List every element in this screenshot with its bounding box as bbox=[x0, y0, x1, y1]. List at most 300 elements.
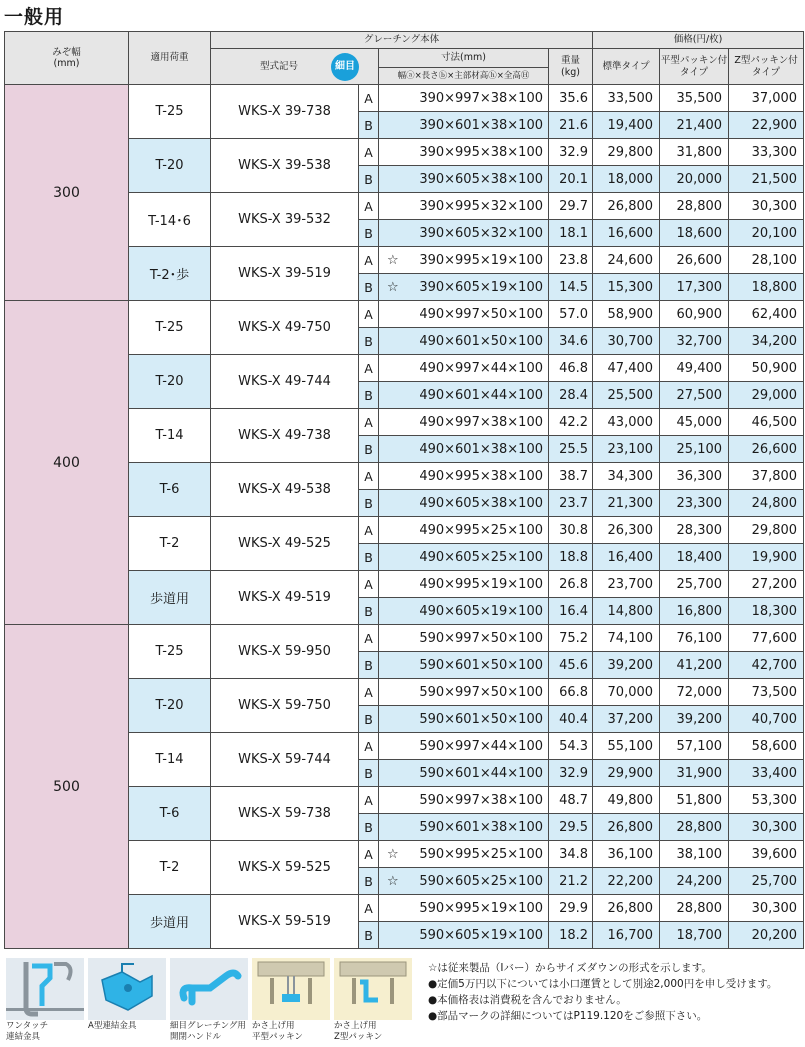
one-touch-connector-icon bbox=[6, 958, 84, 1020]
z-packing-price-cell: 22,900 bbox=[729, 112, 804, 139]
table-row bbox=[5, 85, 804, 112]
opening-handle-icon bbox=[170, 958, 248, 1020]
standard-price-cell: 26,800 bbox=[593, 814, 660, 841]
standard-price-cell: 16,600 bbox=[593, 220, 660, 247]
size-type-cell: B bbox=[359, 220, 379, 247]
z-packing-price-cell: 62,400 bbox=[729, 301, 804, 328]
size-type-cell: A bbox=[359, 517, 379, 544]
dimension-value: 590×995×19×100 bbox=[419, 900, 543, 916]
standard-price-cell: 39,200 bbox=[593, 652, 660, 679]
load-class-cell: T-20 bbox=[129, 355, 211, 409]
dimension-value: 490×995×38×100 bbox=[419, 468, 543, 484]
size-type-cell: A bbox=[359, 409, 379, 436]
header-model: 型式記号 細目 bbox=[211, 49, 379, 85]
z-packing-price-cell: 29,000 bbox=[729, 382, 804, 409]
dimension-value: 390×997×38×100 bbox=[419, 90, 543, 106]
z-packing-price-cell: 58,600 bbox=[729, 733, 804, 760]
z-packing-price-cell: 29,800 bbox=[729, 517, 804, 544]
dimension-cell bbox=[379, 301, 549, 328]
weight-cell: 26.8 bbox=[549, 571, 593, 598]
part-a-type-connector bbox=[88, 958, 166, 1032]
standard-price-cell: 23,100 bbox=[593, 436, 660, 463]
load-class-cell: T-2 bbox=[129, 517, 211, 571]
price-table-body bbox=[5, 85, 804, 949]
flat-packing-price-cell: 25,700 bbox=[660, 571, 729, 598]
size-down-star-mark: ☆ bbox=[387, 846, 399, 862]
size-type-cell: B bbox=[359, 652, 379, 679]
standard-price-cell: 25,500 bbox=[593, 382, 660, 409]
part-flat-packing bbox=[252, 958, 330, 1043]
weight-cell: 48.7 bbox=[549, 787, 593, 814]
part-opening-handle bbox=[170, 958, 248, 1043]
standard-price-cell: 14,800 bbox=[593, 598, 660, 625]
standard-price-cell: 16,400 bbox=[593, 544, 660, 571]
header-grating-body: グレーチング本体 bbox=[211, 32, 593, 49]
flat-packing-price-cell: 35,500 bbox=[660, 85, 729, 112]
dimension-cell bbox=[379, 706, 549, 733]
standard-price-cell: 19,400 bbox=[593, 112, 660, 139]
dimension-cell bbox=[379, 274, 549, 301]
z-packing-price-cell: 18,300 bbox=[729, 598, 804, 625]
model-code-cell: WKS-X 59-950 bbox=[211, 625, 359, 679]
weight-cell: 25.5 bbox=[549, 436, 593, 463]
size-down-star-mark: ☆ bbox=[387, 252, 399, 268]
size-type-cell: B bbox=[359, 112, 379, 139]
standard-price-cell: 34,300 bbox=[593, 463, 660, 490]
dimension-value: 590×601×44×100 bbox=[419, 765, 543, 781]
standard-price-cell: 43,000 bbox=[593, 409, 660, 436]
load-class-cell: T-2･歩 bbox=[129, 247, 211, 301]
header-price: 価格(円/枚) bbox=[593, 32, 804, 49]
flat-packing-price-cell: 60,900 bbox=[660, 301, 729, 328]
weight-cell: 40.4 bbox=[549, 706, 593, 733]
notes bbox=[428, 960, 777, 1024]
note-parts: ●部品マークの詳細についてはP119.120をご参照下さい。 bbox=[428, 1010, 708, 1022]
dimension-value: 590×997×50×100 bbox=[419, 684, 543, 700]
flat-packing-price-cell: 51,800 bbox=[660, 787, 729, 814]
model-code-cell: WKS-X 49-750 bbox=[211, 301, 359, 355]
dimension-cell bbox=[379, 436, 549, 463]
size-type-cell: A bbox=[359, 301, 379, 328]
note-star: ☆は従来製品（Iバー）からサイズダウンの形式を示します。 bbox=[428, 962, 712, 974]
size-type-cell: A bbox=[359, 463, 379, 490]
weight-cell: 20.1 bbox=[549, 166, 593, 193]
size-type-cell: A bbox=[359, 841, 379, 868]
standard-price-cell: 33,500 bbox=[593, 85, 660, 112]
dimension-value: 390×605×38×100 bbox=[419, 171, 543, 187]
dimension-cell bbox=[379, 220, 549, 247]
dimension-cell bbox=[379, 355, 549, 382]
weight-cell: 32.9 bbox=[549, 139, 593, 166]
dimension-cell bbox=[379, 85, 549, 112]
table-row bbox=[5, 625, 804, 652]
flat-packing-price-cell: 36,300 bbox=[660, 463, 729, 490]
flat-packing-price-cell: 21,400 bbox=[660, 112, 729, 139]
flat-packing-price-cell: 20,000 bbox=[660, 166, 729, 193]
header-width: みぞ幅 (mm) bbox=[5, 32, 129, 85]
size-type-cell: A bbox=[359, 733, 379, 760]
weight-cell: 28.4 bbox=[549, 382, 593, 409]
standard-price-cell: 58,900 bbox=[593, 301, 660, 328]
part-caption: A型連結金具 bbox=[88, 1021, 137, 1031]
flat-packing-price-cell: 17,300 bbox=[660, 274, 729, 301]
z-packing-price-cell: 28,100 bbox=[729, 247, 804, 274]
model-code-cell: WKS-X 59-744 bbox=[211, 733, 359, 787]
dimension-value: 490×605×19×100 bbox=[419, 603, 543, 619]
flat-packing-price-cell: 32,700 bbox=[660, 328, 729, 355]
z-packing-price-cell: 26,600 bbox=[729, 436, 804, 463]
part-caption: 細目グレーチング用 開閉ハンドル bbox=[170, 1021, 246, 1042]
dimension-cell bbox=[379, 787, 549, 814]
dimension-cell bbox=[379, 895, 549, 922]
a-type-connector-icon bbox=[88, 958, 166, 1020]
flat-packing-price-cell: 16,800 bbox=[660, 598, 729, 625]
dimension-value: 590×601×50×100 bbox=[419, 711, 543, 727]
standard-price-cell: 49,800 bbox=[593, 787, 660, 814]
weight-cell: 29.7 bbox=[549, 193, 593, 220]
dimension-cell bbox=[379, 841, 549, 868]
size-down-star-mark: ☆ bbox=[387, 873, 399, 889]
dimension-value: 590×997×50×100 bbox=[419, 630, 543, 646]
load-class-cell: T-20 bbox=[129, 139, 211, 193]
dimension-value: 490×601×44×100 bbox=[419, 387, 543, 403]
load-class-cell: T-25 bbox=[129, 625, 211, 679]
fine-mesh-badge: 細目 bbox=[331, 53, 359, 81]
dimension-value: 490×997×44×100 bbox=[419, 360, 543, 376]
size-type-cell: A bbox=[359, 139, 379, 166]
note-shipping: ●定価5万円以下については小口運賃として別途2,000円を申し受けます。 bbox=[428, 978, 778, 990]
standard-price-cell: 55,100 bbox=[593, 733, 660, 760]
flat-packing-price-cell: 18,700 bbox=[660, 922, 729, 949]
z-packing-price-cell: 39,600 bbox=[729, 841, 804, 868]
standard-price-cell: 36,100 bbox=[593, 841, 660, 868]
flat-packing-price-cell: 25,100 bbox=[660, 436, 729, 463]
load-class-cell: T-25 bbox=[129, 301, 211, 355]
dimension-value: 390×995×32×100 bbox=[419, 198, 543, 214]
dimension-value: 490×601×50×100 bbox=[419, 333, 543, 349]
dimension-value: 490×601×38×100 bbox=[419, 441, 543, 457]
z-packing-price-cell: 42,700 bbox=[729, 652, 804, 679]
header-dims: 寸法(mm) bbox=[379, 49, 549, 68]
dimension-cell bbox=[379, 247, 549, 274]
dimension-value: 590×997×44×100 bbox=[419, 738, 543, 754]
load-class-cell: 歩道用 bbox=[129, 895, 211, 949]
header-load: 適用荷重 bbox=[129, 32, 211, 85]
header-z-packing-type: Z型パッキン付 タイプ bbox=[729, 49, 804, 85]
standard-price-cell: 47,400 bbox=[593, 355, 660, 382]
model-code-cell: WKS-X 49-744 bbox=[211, 355, 359, 409]
weight-cell: 18.1 bbox=[549, 220, 593, 247]
weight-cell: 34.8 bbox=[549, 841, 593, 868]
weight-cell: 21.6 bbox=[549, 112, 593, 139]
z-packing-price-cell: 50,900 bbox=[729, 355, 804, 382]
standard-price-cell: 23,700 bbox=[593, 571, 660, 598]
size-type-cell: B bbox=[359, 814, 379, 841]
weight-cell: 34.6 bbox=[549, 328, 593, 355]
table-row bbox=[5, 301, 804, 328]
flat-packing-price-cell: 18,600 bbox=[660, 220, 729, 247]
load-class-cell: T-6 bbox=[129, 787, 211, 841]
z-packing-price-cell: 33,300 bbox=[729, 139, 804, 166]
weight-cell: 38.7 bbox=[549, 463, 593, 490]
weight-cell: 23.7 bbox=[549, 490, 593, 517]
dimension-cell bbox=[379, 490, 549, 517]
dimension-cell bbox=[379, 382, 549, 409]
flat-packing-price-cell: 23,300 bbox=[660, 490, 729, 517]
dimension-value: 490×997×38×100 bbox=[419, 414, 543, 430]
flat-packing-price-cell: 76,100 bbox=[660, 625, 729, 652]
standard-price-cell: 29,800 bbox=[593, 139, 660, 166]
size-type-cell: A bbox=[359, 787, 379, 814]
model-code-cell: WKS-X 39-532 bbox=[211, 193, 359, 247]
model-code-cell: WKS-X 59-750 bbox=[211, 679, 359, 733]
z-packing-price-cell: 25,700 bbox=[729, 868, 804, 895]
load-class-cell: T-14･6 bbox=[129, 193, 211, 247]
size-type-cell: B bbox=[359, 274, 379, 301]
weight-cell: 66.8 bbox=[549, 679, 593, 706]
size-type-cell: A bbox=[359, 679, 379, 706]
size-type-cell: A bbox=[359, 355, 379, 382]
weight-cell: 35.6 bbox=[549, 85, 593, 112]
weight-cell: 42.2 bbox=[549, 409, 593, 436]
dimension-value: 590×997×38×100 bbox=[419, 792, 543, 808]
flat-packing-price-cell: 49,400 bbox=[660, 355, 729, 382]
standard-price-cell: 37,200 bbox=[593, 706, 660, 733]
model-code-cell: WKS-X 59-519 bbox=[211, 895, 359, 949]
dimension-cell bbox=[379, 922, 549, 949]
dimension-cell bbox=[379, 733, 549, 760]
flat-packing-price-cell: 28,800 bbox=[660, 814, 729, 841]
flat-packing-price-cell: 31,800 bbox=[660, 139, 729, 166]
flat-packing-price-cell: 18,400 bbox=[660, 544, 729, 571]
flat-packing-price-cell: 28,800 bbox=[660, 193, 729, 220]
load-class-cell: 歩道用 bbox=[129, 571, 211, 625]
z-packing-price-cell: 37,800 bbox=[729, 463, 804, 490]
part-z-packing bbox=[334, 958, 412, 1043]
dimension-cell bbox=[379, 517, 549, 544]
note-tax: ●本価格表は消費税を含んでおりません。 bbox=[428, 994, 627, 1006]
size-type-cell: A bbox=[359, 625, 379, 652]
part-caption: かさ上げ用 Z型パッキン bbox=[334, 1021, 383, 1042]
flat-packing-price-cell: 26,600 bbox=[660, 247, 729, 274]
standard-price-cell: 16,700 bbox=[593, 922, 660, 949]
size-type-cell: A bbox=[359, 571, 379, 598]
size-type-cell: A bbox=[359, 193, 379, 220]
size-type-cell: B bbox=[359, 382, 379, 409]
model-code-cell: WKS-X 39-738 bbox=[211, 85, 359, 139]
page-title: 一般用 bbox=[4, 6, 65, 28]
z-packing-price-cell: 24,800 bbox=[729, 490, 804, 517]
model-code-cell: WKS-X 49-538 bbox=[211, 463, 359, 517]
z-packing-price-cell: 20,200 bbox=[729, 922, 804, 949]
dimension-cell bbox=[379, 571, 549, 598]
load-class-cell: T-14 bbox=[129, 733, 211, 787]
standard-price-cell: 26,800 bbox=[593, 895, 660, 922]
standard-price-cell: 24,600 bbox=[593, 247, 660, 274]
z-packing-price-cell: 34,200 bbox=[729, 328, 804, 355]
weight-cell: 16.4 bbox=[549, 598, 593, 625]
standard-price-cell: 70,000 bbox=[593, 679, 660, 706]
dimension-cell bbox=[379, 652, 549, 679]
model-code-cell: WKS-X 39-519 bbox=[211, 247, 359, 301]
size-type-cell: B bbox=[359, 868, 379, 895]
header-standard-type: 標準タイプ bbox=[593, 49, 660, 85]
dimension-value: 590×605×19×100 bbox=[419, 927, 543, 943]
flat-packing-price-cell: 27,500 bbox=[660, 382, 729, 409]
header-weight: 重量 (kg) bbox=[549, 49, 593, 85]
trench-width-cell: 400 bbox=[5, 301, 129, 625]
standard-price-cell: 21,300 bbox=[593, 490, 660, 517]
z-packing-price-cell: 46,500 bbox=[729, 409, 804, 436]
weight-cell: 23.8 bbox=[549, 247, 593, 274]
standard-price-cell: 29,900 bbox=[593, 760, 660, 787]
z-packing-price-cell: 37,000 bbox=[729, 85, 804, 112]
size-type-cell: B bbox=[359, 166, 379, 193]
standard-price-cell: 15,300 bbox=[593, 274, 660, 301]
standard-price-cell: 26,800 bbox=[593, 193, 660, 220]
standard-price-cell: 22,200 bbox=[593, 868, 660, 895]
flat-packing-price-cell: 24,200 bbox=[660, 868, 729, 895]
dimension-value: 390×605×32×100 bbox=[419, 225, 543, 241]
dimension-cell bbox=[379, 868, 549, 895]
z-packing-price-cell: 40,700 bbox=[729, 706, 804, 733]
weight-cell: 29.9 bbox=[549, 895, 593, 922]
weight-cell: 57.0 bbox=[549, 301, 593, 328]
standard-price-cell: 26,300 bbox=[593, 517, 660, 544]
weight-cell: 45.6 bbox=[549, 652, 593, 679]
dimension-value: 490×995×25×100 bbox=[419, 522, 543, 538]
model-code-cell: WKS-X 59-525 bbox=[211, 841, 359, 895]
trench-width-cell: 500 bbox=[5, 625, 129, 949]
size-type-cell: B bbox=[359, 544, 379, 571]
dimension-cell bbox=[379, 679, 549, 706]
dimension-value: 590×995×25×100 bbox=[419, 846, 543, 862]
flat-packing-icon bbox=[252, 958, 330, 1020]
size-type-cell: B bbox=[359, 598, 379, 625]
flat-packing-price-cell: 41,200 bbox=[660, 652, 729, 679]
price-table bbox=[4, 31, 804, 949]
z-packing-price-cell: 20,100 bbox=[729, 220, 804, 247]
dimension-cell bbox=[379, 166, 549, 193]
flat-packing-price-cell: 31,900 bbox=[660, 760, 729, 787]
standard-price-cell: 30,700 bbox=[593, 328, 660, 355]
model-code-cell: WKS-X 39-538 bbox=[211, 139, 359, 193]
z-packing-price-cell: 21,500 bbox=[729, 166, 804, 193]
weight-cell: 30.8 bbox=[549, 517, 593, 544]
dimension-value: 390×995×19×100 bbox=[419, 252, 543, 268]
z-packing-icon bbox=[334, 958, 412, 1020]
dimension-value: 590×601×50×100 bbox=[419, 657, 543, 673]
weight-cell: 46.8 bbox=[549, 355, 593, 382]
dimension-value: 390×601×38×100 bbox=[419, 117, 543, 133]
size-type-cell: B bbox=[359, 706, 379, 733]
standard-price-cell: 18,000 bbox=[593, 166, 660, 193]
weight-cell: 18.2 bbox=[549, 922, 593, 949]
load-class-cell: T-6 bbox=[129, 463, 211, 517]
dimension-value: 490×605×38×100 bbox=[419, 495, 543, 511]
dimension-value: 390×995×38×100 bbox=[419, 144, 543, 160]
flat-packing-price-cell: 39,200 bbox=[660, 706, 729, 733]
load-class-cell: T-2 bbox=[129, 841, 211, 895]
dimension-cell bbox=[379, 544, 549, 571]
z-packing-price-cell: 27,200 bbox=[729, 571, 804, 598]
weight-cell: 29.5 bbox=[549, 814, 593, 841]
flat-packing-price-cell: 72,000 bbox=[660, 679, 729, 706]
model-code-cell: WKS-X 59-738 bbox=[211, 787, 359, 841]
z-packing-price-cell: 77,600 bbox=[729, 625, 804, 652]
parts-legend bbox=[6, 958, 416, 1043]
weight-cell: 32.9 bbox=[549, 760, 593, 787]
dimension-value: 490×997×50×100 bbox=[419, 306, 543, 322]
size-type-cell: B bbox=[359, 436, 379, 463]
size-type-cell: A bbox=[359, 895, 379, 922]
dimension-value: 590×605×25×100 bbox=[419, 873, 543, 889]
load-class-cell: T-25 bbox=[129, 85, 211, 139]
size-type-cell: B bbox=[359, 490, 379, 517]
load-class-cell: T-20 bbox=[129, 679, 211, 733]
z-packing-price-cell: 33,400 bbox=[729, 760, 804, 787]
flat-packing-price-cell: 38,100 bbox=[660, 841, 729, 868]
z-packing-price-cell: 18,800 bbox=[729, 274, 804, 301]
z-packing-price-cell: 53,300 bbox=[729, 787, 804, 814]
model-code-cell: WKS-X 49-519 bbox=[211, 571, 359, 625]
load-class-cell: T-14 bbox=[129, 409, 211, 463]
dimension-cell bbox=[379, 760, 549, 787]
dimension-value: 390×605×19×100 bbox=[419, 279, 543, 295]
header-dims-sub: 幅ⓐ×長さⓑ×主部材高ⓗ×全高Ⓗ bbox=[379, 68, 549, 85]
dimension-cell bbox=[379, 814, 549, 841]
size-down-star-mark: ☆ bbox=[387, 279, 399, 295]
part-caption: ワンタッチ 連結金具 bbox=[6, 1021, 49, 1042]
size-type-cell: A bbox=[359, 85, 379, 112]
z-packing-price-cell: 73,500 bbox=[729, 679, 804, 706]
dimension-cell bbox=[379, 112, 549, 139]
part-one-touch-connector bbox=[6, 958, 84, 1043]
dimension-cell bbox=[379, 625, 549, 652]
size-type-cell: B bbox=[359, 328, 379, 355]
dimension-value: 490×605×25×100 bbox=[419, 549, 543, 565]
z-packing-price-cell: 19,900 bbox=[729, 544, 804, 571]
dimension-value: 490×995×19×100 bbox=[419, 576, 543, 592]
model-code-cell: WKS-X 49-525 bbox=[211, 517, 359, 571]
flat-packing-price-cell: 45,000 bbox=[660, 409, 729, 436]
header-flat-packing-type: 平型パッキン付 タイプ bbox=[660, 49, 729, 85]
dimension-cell bbox=[379, 598, 549, 625]
flat-packing-price-cell: 28,300 bbox=[660, 517, 729, 544]
size-type-cell: B bbox=[359, 760, 379, 787]
dimension-cell bbox=[379, 328, 549, 355]
weight-cell: 18.8 bbox=[549, 544, 593, 571]
standard-price-cell: 74,100 bbox=[593, 625, 660, 652]
model-code-cell: WKS-X 49-738 bbox=[211, 409, 359, 463]
dimension-cell bbox=[379, 463, 549, 490]
trench-width-cell: 300 bbox=[5, 85, 129, 301]
z-packing-price-cell: 30,300 bbox=[729, 193, 804, 220]
dimension-cell bbox=[379, 139, 549, 166]
flat-packing-price-cell: 28,800 bbox=[660, 895, 729, 922]
weight-cell: 14.5 bbox=[549, 274, 593, 301]
weight-cell: 21.2 bbox=[549, 868, 593, 895]
size-type-cell: B bbox=[359, 922, 379, 949]
weight-cell: 75.2 bbox=[549, 625, 593, 652]
z-packing-price-cell: 30,300 bbox=[729, 895, 804, 922]
z-packing-price-cell: 30,300 bbox=[729, 814, 804, 841]
dimension-cell bbox=[379, 409, 549, 436]
dimension-cell bbox=[379, 193, 549, 220]
weight-cell: 54.3 bbox=[549, 733, 593, 760]
flat-packing-price-cell: 57,100 bbox=[660, 733, 729, 760]
part-caption: かさ上げ用 平型パッキン bbox=[252, 1021, 303, 1042]
